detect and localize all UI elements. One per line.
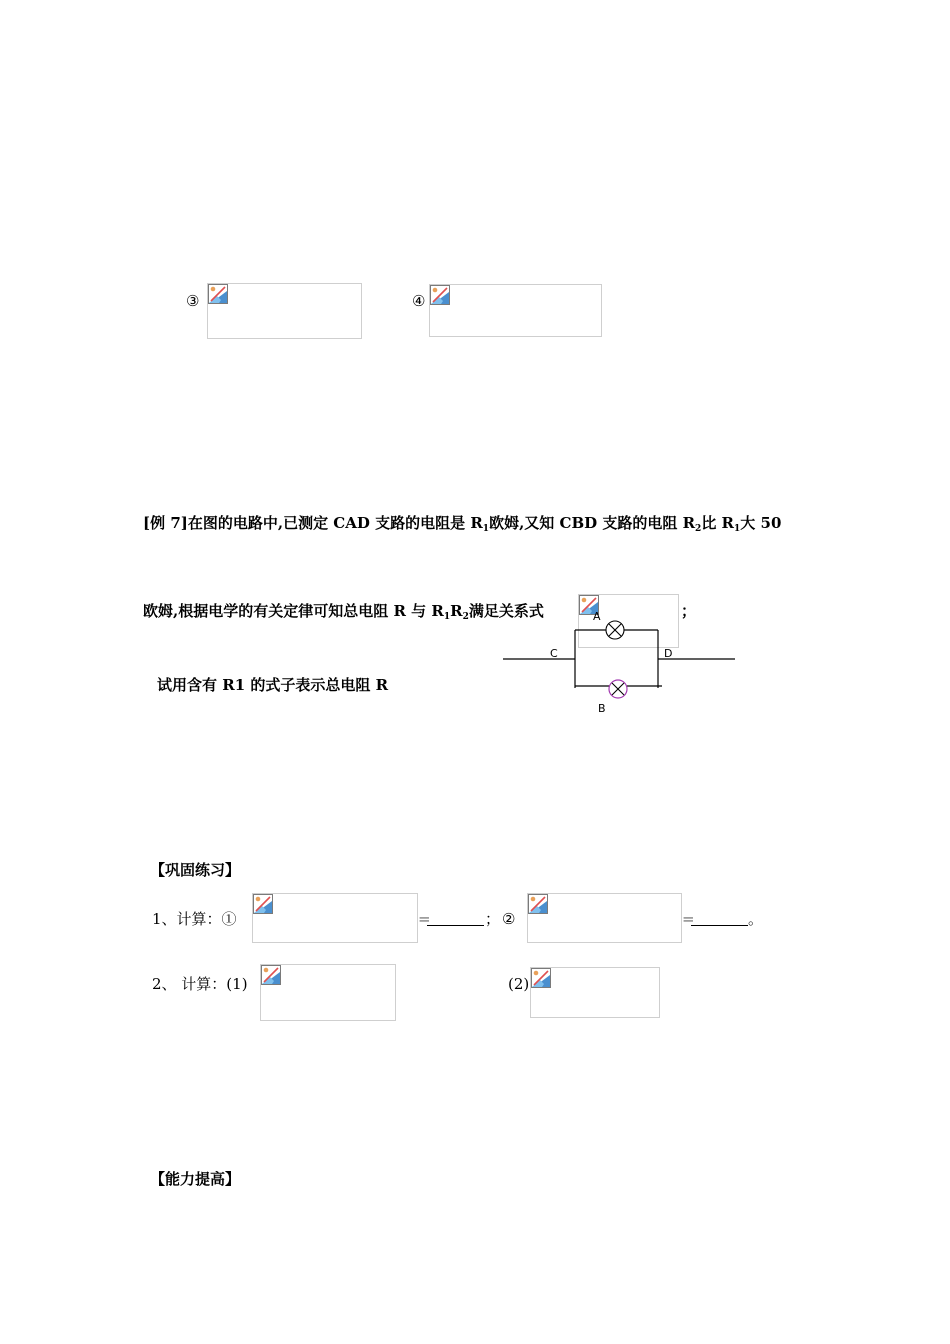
- broken-image-icon: [253, 894, 273, 914]
- lamp-b: [609, 680, 627, 698]
- formula-image-q2-1: [260, 964, 396, 1021]
- formula-image-four: [429, 284, 602, 337]
- example7-line1: [例 7]在图的电路中,已测定 CAD 支路的电阻是 $R_1$欧姆,又知 CBD 支路的电阻 $R_2$比 $R_1$大 50: [143, 514, 782, 534]
- formula-image-three: [207, 283, 362, 339]
- circuit-label-b: B: [598, 702, 606, 715]
- example7-line3: 试用含有 R1 的式子表示总电阻 R: [157, 676, 389, 694]
- marker-three: ③: [186, 292, 200, 310]
- q2-part2-label: (2): [508, 975, 530, 993]
- circuit-label-d: D: [664, 647, 673, 660]
- q2-prefix: 2、 计算：(1): [152, 975, 248, 993]
- formula-image-q1-2: [527, 893, 682, 943]
- answer-blank-2[interactable]: [691, 912, 748, 926]
- broken-image-icon: [208, 284, 228, 304]
- lamp-a: [606, 621, 624, 639]
- q1-equals-1: =: [418, 910, 431, 928]
- q1-equals-2: =: [682, 910, 695, 928]
- answer-blank-1[interactable]: [427, 912, 484, 926]
- circuit-label-c: C: [550, 647, 558, 660]
- q1-separator: ；: [485, 910, 501, 928]
- marker-four: ④: [412, 292, 426, 310]
- ability-heading: 【能力提高】: [150, 1170, 241, 1188]
- broken-image-icon: [261, 965, 281, 985]
- q1-end: 。: [748, 910, 764, 928]
- formula-image-q1-1: [252, 893, 418, 943]
- circuit-label-a: A: [593, 610, 601, 623]
- semicolon: ；: [681, 602, 697, 620]
- broken-image-icon: [528, 894, 548, 914]
- broken-image-icon: [430, 285, 450, 305]
- q1-circle-two: ②: [502, 910, 516, 928]
- consolidate-heading: 【巩固练习】: [150, 861, 241, 879]
- example7-line2: 欧姆,根据电学的有关定律可知总电阻 R 与 $R_1R_2$满足关系式: [143, 602, 544, 622]
- circuit-diagram: [500, 605, 740, 720]
- broken-image-icon: [531, 968, 551, 988]
- q1-prefix: 1、计算：①: [152, 910, 237, 928]
- formula-image-q2-2: [530, 967, 660, 1018]
